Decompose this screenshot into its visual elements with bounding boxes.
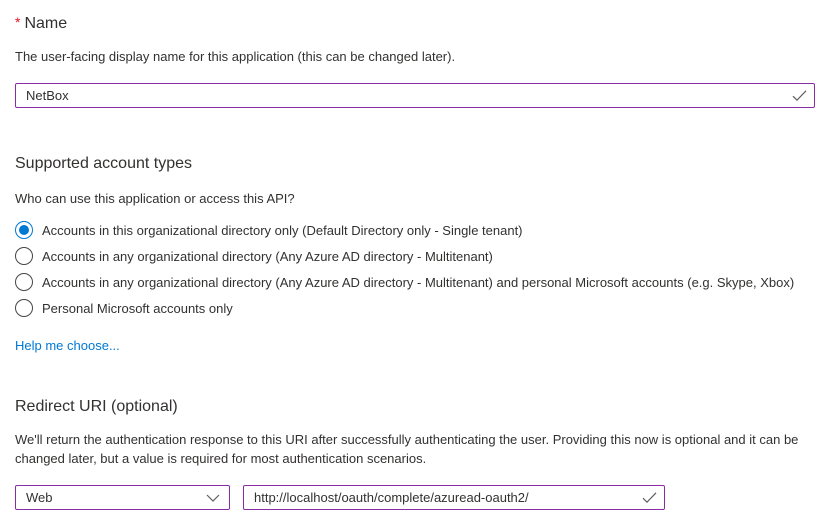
redirect-uri-controls [15, 485, 815, 510]
account-types-section [15, 153, 815, 355]
redirect-uri-description: We'll return the authentication response to this URI after successfully authenticating the user. Providing this now is optional and it can be changed later, but a value is required for most authentication scenarios. [15, 432, 799, 466]
redirect-uri-input-container [243, 485, 665, 510]
help-me-choose-link[interactable]: Help me choose... [15, 338, 120, 353]
radio-option-label: Accounts in this organizational directory only (Default Directory only - Single tenant) [42, 222, 523, 238]
redirect-uri-title: Redirect URI (optional) [15, 398, 178, 415]
radio-option-multitenant-personal[interactable] [15, 269, 815, 295]
radio-option-multitenant[interactable] [15, 243, 815, 269]
redirect-uri-input[interactable] [243, 485, 665, 510]
required-asterisk: * [15, 14, 21, 30]
name-section-title [15, 10, 815, 34]
account-types-title: Supported account types [15, 155, 193, 172]
platform-select[interactable] [15, 485, 230, 510]
name-title-text: Name [24, 15, 68, 32]
name-input[interactable] [15, 83, 815, 108]
name-input-container [15, 83, 815, 108]
radio-option-label: Personal Microsoft accounts only [42, 300, 233, 316]
radio-option-label: Accounts in any organizational directory (Any Azure AD directory - Multitenant) [42, 248, 493, 264]
radio-button-icon[interactable] [15, 273, 33, 291]
account-types-radio-group [15, 217, 815, 321]
chevron-down-icon [206, 494, 220, 502]
radio-option-single-tenant[interactable] [15, 217, 815, 243]
platform-select-value: Web [26, 490, 53, 505]
radio-option-personal-only[interactable] [15, 295, 815, 321]
redirect-uri-section [15, 396, 815, 510]
account-types-question: Who can use this application or access this API? [15, 191, 295, 206]
name-description: The user-facing display name for this application (this can be changed later). [15, 49, 456, 64]
radio-button-icon[interactable] [15, 221, 33, 239]
radio-button-icon[interactable] [15, 247, 33, 265]
radio-option-label: Accounts in any organizational directory (Any Azure AD directory - Multitenant) and personal Microsoft accounts (e.g. Skype, Xbox) [42, 274, 795, 290]
radio-button-icon[interactable] [15, 299, 33, 317]
